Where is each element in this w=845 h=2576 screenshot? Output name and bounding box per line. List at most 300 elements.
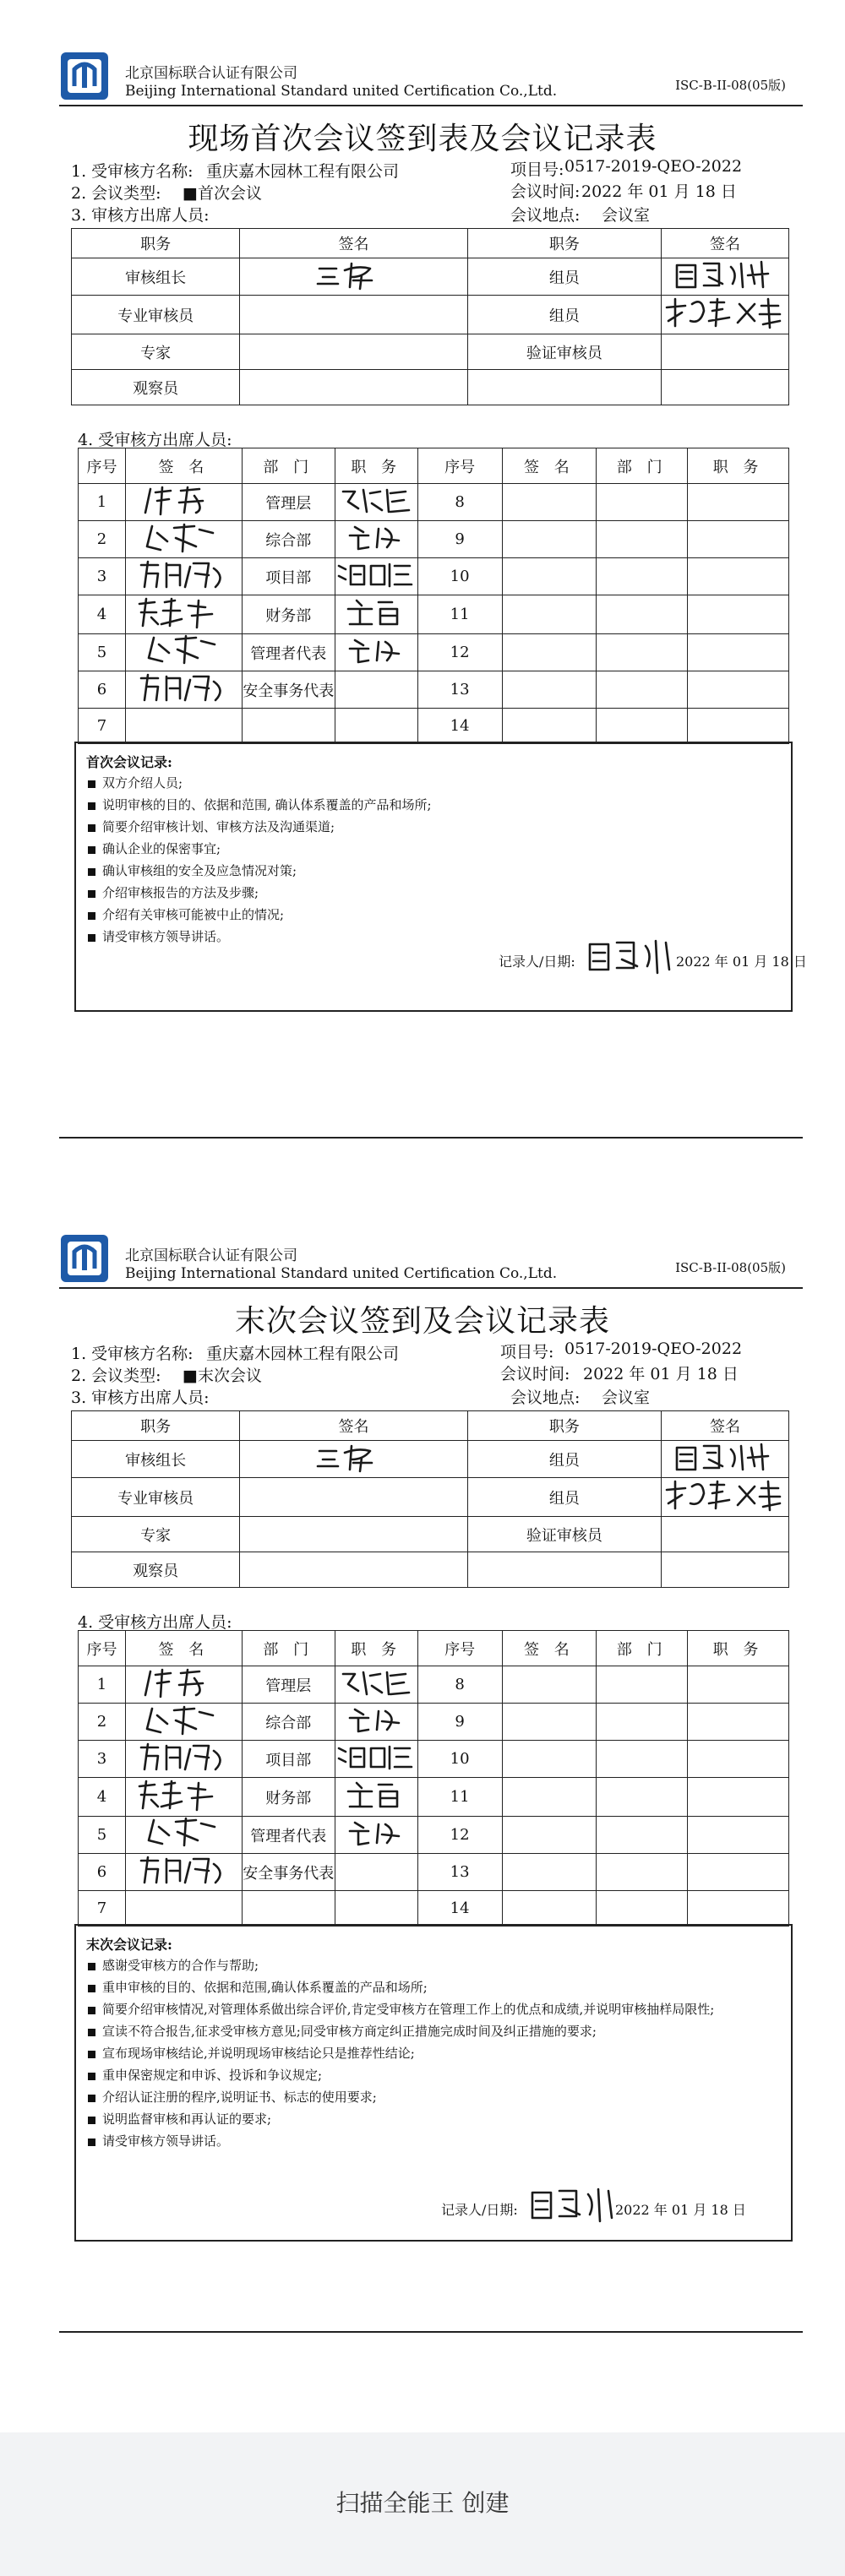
- title-cell: [335, 1741, 417, 1778]
- dept-cell: 财务部: [242, 595, 335, 634]
- signature-cell: [502, 634, 597, 671]
- meeting-type-label: 2. 会议类型:: [71, 184, 161, 203]
- list-item: 说明审核的目的、依据和范围, 确认体系覆盖的产品和场所;: [88, 794, 781, 816]
- handwritten-title: [338, 1818, 414, 1848]
- dept-cell: [242, 709, 335, 744]
- client-label: 1. 受审核方名称:: [71, 162, 194, 181]
- checkbox-filled-icon: [88, 2117, 95, 2124]
- list-item: 宣读不符合报告,征求受审核方意见;同受审核方商定纠正措施完成时间及纠正措施的要求;: [88, 2020, 781, 2042]
- header-cell: 签 名: [502, 448, 597, 484]
- row-number: 4: [79, 595, 126, 634]
- checkbox-filled-icon: [88, 1963, 95, 1970]
- header-cell: 职 务: [688, 448, 789, 484]
- title-cell: [688, 1778, 789, 1817]
- auditor-table: [71, 1410, 789, 1588]
- role-cell: 审核组长: [72, 258, 240, 296]
- handwritten-title: [335, 1742, 417, 1772]
- row-number: 10: [417, 558, 502, 595]
- header-rule: [59, 1287, 803, 1289]
- dept-cell: 管理层: [242, 1666, 335, 1704]
- handwritten-signature: [308, 1441, 401, 1473]
- meeting-type-label: 2. 会议类型:: [71, 1367, 161, 1385]
- role-cell: 观察员: [72, 1552, 240, 1588]
- dept-cell: [597, 709, 688, 744]
- signature-cell: [240, 1478, 467, 1517]
- header-cell: 签名: [661, 1411, 788, 1441]
- checkbox-filled-icon: [88, 2073, 95, 2080]
- table-row: [72, 1441, 789, 1478]
- title-cell: [688, 1666, 789, 1704]
- meeting-time-value: 2022 年 01 月 18 日: [583, 1365, 739, 1383]
- dept-cell: [597, 558, 688, 595]
- row-number: 9: [417, 1704, 502, 1741]
- row-number: 4: [79, 1778, 126, 1817]
- table-row: [79, 558, 789, 595]
- table-row: [72, 1478, 789, 1517]
- handwritten-signature: [133, 595, 234, 629]
- list-item: 确认审核组的安全及应急情况对策;: [88, 860, 781, 882]
- client-name: 重庆嘉木园林工程有限公司: [206, 162, 400, 181]
- table-row: [79, 1666, 789, 1704]
- title-cell: [688, 671, 789, 709]
- title-cell: [688, 521, 789, 558]
- handwritten-signature: [133, 1741, 234, 1773]
- checkbox-filled-icon: [88, 2051, 95, 2058]
- handwritten-signature: [137, 1704, 230, 1736]
- title-cell: [688, 709, 789, 744]
- signature-cell: [502, 521, 597, 558]
- dept-cell: 管理者代表: [242, 634, 335, 671]
- checkbox-filled-icon: [88, 912, 95, 920]
- header-cell: 职务: [467, 1411, 661, 1441]
- signature-cell: [125, 634, 242, 671]
- table-row: [79, 1778, 789, 1817]
- dept-cell: [597, 1817, 688, 1854]
- signature-cell: [125, 1778, 242, 1817]
- header-cell: 部 门: [597, 1631, 688, 1666]
- role-cell: [467, 370, 661, 405]
- table-row: [72, 334, 789, 370]
- handwritten-signature: [137, 634, 230, 666]
- signature-cell: [502, 558, 597, 595]
- dept-cell: [597, 521, 688, 558]
- org-header: [59, 1233, 803, 1292]
- title-cell: [335, 1817, 417, 1854]
- minutes-list: [88, 772, 781, 948]
- row-number: 7: [79, 709, 126, 744]
- list-item: 介绍有关审核可能被中止的情况;: [88, 904, 781, 926]
- doc-code: ISC-B-II-08(05版): [675, 1260, 786, 1275]
- row-number: 2: [79, 1704, 126, 1741]
- meeting-minutes-box: [74, 742, 807, 1012]
- header-cell: 职务: [72, 229, 240, 258]
- checkbox-filled-icon: [88, 2007, 95, 2014]
- header-cell: 序号: [79, 1631, 126, 1666]
- attendee-label: 4. 受审核方出席人员:: [78, 431, 232, 449]
- title-cell: [688, 558, 789, 595]
- dept-cell: [597, 1704, 688, 1741]
- row-number: 1: [79, 484, 126, 521]
- row-number: 5: [79, 634, 126, 671]
- attendee-table: [78, 1630, 789, 1927]
- isc-logo-icon: [59, 1233, 110, 1284]
- title-cell: [688, 634, 789, 671]
- table-row: [79, 709, 789, 744]
- signature-cell: [661, 1552, 788, 1588]
- header-cell: 签 名: [502, 1631, 597, 1666]
- signature-cell: [125, 1817, 242, 1854]
- signature-cell: [661, 296, 788, 334]
- signature-cell: [502, 1704, 597, 1741]
- handwritten-title: [338, 1704, 414, 1735]
- table-row: [79, 1854, 789, 1891]
- title-cell: [688, 1817, 789, 1854]
- signature-cell: [502, 595, 597, 634]
- handwritten-signature: [670, 1441, 780, 1473]
- row-number: 8: [417, 484, 502, 521]
- page-title: 现场首次会议签到表及会议记录表: [188, 122, 657, 156]
- list-item: 确认企业的保密事宜;: [88, 838, 781, 860]
- signature-cell: [125, 1854, 242, 1891]
- signature-cell: [661, 334, 788, 370]
- header-cell: 序号: [417, 1631, 502, 1666]
- list-item: 请受审核方领导讲话。: [88, 2130, 781, 2152]
- signature-cell: [661, 1478, 788, 1517]
- handwritten-signature: [662, 296, 788, 329]
- meeting-type-value: ■首次会议: [183, 184, 262, 203]
- doc-code: ISC-B-II-08(05版): [675, 78, 786, 93]
- table-row: [79, 1891, 789, 1927]
- handwritten-title: [335, 559, 417, 590]
- list-item: 宣布现场审核结论,并说明现场审核结论只是推荐性结论;: [88, 2042, 781, 2064]
- dept-cell: 安全事务代表: [242, 1854, 335, 1891]
- signature-cell: [661, 370, 788, 405]
- row-number: 13: [417, 671, 502, 709]
- title-cell: [688, 1854, 789, 1891]
- signature-cell: [125, 484, 242, 521]
- handwritten-title: [338, 485, 414, 515]
- role-cell: 专家: [72, 334, 240, 370]
- row-number: 11: [417, 595, 502, 634]
- auditor-label: 3. 审核方出席人员:: [71, 206, 210, 225]
- checkbox-filled-icon: [88, 868, 95, 876]
- row-number: 2: [79, 521, 126, 558]
- header-cell: 部 门: [242, 448, 335, 484]
- org-name-cn: 北京国标联合认证有限公司: [125, 65, 297, 82]
- recorder-signature: [583, 936, 676, 981]
- title-cell: [335, 521, 417, 558]
- dept-cell: 财务部: [242, 1778, 335, 1817]
- row-number: 14: [417, 709, 502, 744]
- dept-cell: [242, 1891, 335, 1927]
- title-cell: [335, 671, 417, 709]
- title-cell: [688, 595, 789, 634]
- table-row: [79, 671, 789, 709]
- signature-cell: [502, 1741, 597, 1778]
- checkbox-filled-icon: [88, 890, 95, 898]
- meeting-place-label: 会议地点:: [510, 1389, 581, 1407]
- dept-cell: [597, 634, 688, 671]
- signature-cell: [125, 671, 242, 709]
- meeting-type-value: ■末次会议: [183, 1367, 262, 1385]
- attendee-label: 4. 受审核方出席人员:: [78, 1613, 232, 1632]
- list-item: 请受审核方领导讲话。: [88, 926, 781, 948]
- dept-cell: [597, 671, 688, 709]
- project-label: 项目号:: [500, 1343, 554, 1361]
- table-row: [79, 1817, 789, 1854]
- recorder-signature: [526, 2184, 619, 2230]
- page-break-rule: [59, 2331, 803, 2333]
- table-row: [79, 595, 789, 634]
- project-label: 项目号:: [510, 160, 564, 179]
- role-cell: 专业审核员: [72, 1478, 240, 1517]
- header-cell: 部 门: [597, 448, 688, 484]
- role-cell: 组员: [467, 1441, 661, 1478]
- list-item: 介绍审核报告的方法及步骤;: [88, 882, 781, 904]
- role-cell: 专业审核员: [72, 296, 240, 334]
- recorder-label: 记录人/日期:: [499, 954, 575, 970]
- meeting-place-value: 会议室: [602, 206, 651, 225]
- header-cell: 部 门: [242, 1631, 335, 1666]
- isc-logo-icon: [59, 51, 110, 101]
- handwritten-signature: [133, 1854, 234, 1886]
- final-meeting-sheet: [0, 1182, 845, 2432]
- signature-cell: [502, 1854, 597, 1891]
- signature-cell: [240, 1517, 467, 1552]
- row-number: 11: [417, 1778, 502, 1817]
- title-cell: [335, 634, 417, 671]
- title-cell: [688, 1891, 789, 1927]
- scanner-footer: [0, 2432, 845, 2576]
- page-break-rule: [59, 1137, 803, 1139]
- meeting-place-label: 会议地点:: [510, 206, 581, 225]
- row-number: 12: [417, 1817, 502, 1854]
- dept-cell: 项目部: [242, 558, 335, 595]
- title-cell: [335, 558, 417, 595]
- role-cell: [467, 1552, 661, 1588]
- header-cell: 签 名: [125, 448, 242, 484]
- list-item: 说明监督审核和再认证的要求;: [88, 2108, 781, 2130]
- recorder-label: 记录人/日期:: [441, 2202, 518, 2218]
- signature-cell: [240, 258, 467, 296]
- signature-cell: [502, 1666, 597, 1704]
- signature-cell: [240, 1441, 467, 1478]
- title-cell: [335, 1778, 417, 1817]
- client-label: 1. 受审核方名称:: [71, 1345, 194, 1363]
- list-item: 简要介绍审核情况,对管理体系做出综合评价,肯定受审核方在管理工作上的优点和成绩,并说明审核抽样局限性;: [88, 1998, 781, 2020]
- header-cell: 职务: [72, 1411, 240, 1441]
- checkbox-filled-icon: [88, 2029, 95, 2036]
- handwritten-signature: [137, 1817, 230, 1849]
- header-cell: 签名: [240, 1411, 467, 1441]
- header-cell: 序号: [417, 448, 502, 484]
- handwritten-title: [338, 597, 414, 628]
- recorder-date: 2022 年 01 月 18 日: [676, 954, 807, 970]
- meeting-minutes-box: [74, 1924, 793, 2242]
- project-number: 0517-2019-QEO-2022: [564, 157, 743, 176]
- checkbox-filled-icon: [88, 2095, 95, 2102]
- row-number: 10: [417, 1741, 502, 1778]
- signature-cell: [502, 484, 597, 521]
- table-row: [72, 258, 789, 296]
- signature-cell: [502, 671, 597, 709]
- header-cell: 职 务: [335, 448, 417, 484]
- footer-text: 扫描全能王 创建: [335, 2489, 510, 2517]
- role-cell: 验证审核员: [467, 1517, 661, 1552]
- title-cell: [688, 1741, 789, 1778]
- title-cell: [335, 484, 417, 521]
- recorder-date: 2022 年 01 月 18 日: [615, 2202, 746, 2218]
- row-number: 8: [417, 1666, 502, 1704]
- meeting-time-label: 会议时间:: [510, 182, 581, 201]
- signature-cell: [125, 1741, 242, 1778]
- row-number: 1: [79, 1666, 126, 1704]
- handwritten-signature: [133, 1778, 234, 1812]
- header-cell: 签 名: [125, 1631, 242, 1666]
- list-item: 简要介绍审核计划、审核方法及沟通渠道;: [88, 816, 781, 838]
- handwritten-signature: [308, 258, 401, 291]
- signature-cell: [125, 709, 242, 744]
- dept-cell: 综合部: [242, 521, 335, 558]
- title-cell: [335, 1704, 417, 1741]
- row-number: 6: [79, 1854, 126, 1891]
- signature-cell: [502, 709, 597, 744]
- handwritten-signature: [137, 521, 230, 553]
- checkbox-filled-icon: [88, 780, 95, 788]
- signature-cell: [502, 1778, 597, 1817]
- auditor-table: [71, 228, 789, 405]
- row-number: 5: [79, 1817, 126, 1854]
- signature-cell: [125, 1666, 242, 1704]
- signature-cell: [661, 258, 788, 296]
- row-number: 7: [79, 1891, 126, 1927]
- dept-cell: [597, 1741, 688, 1778]
- role-cell: 专家: [72, 1517, 240, 1552]
- row-number: 3: [79, 558, 126, 595]
- header-rule: [59, 105, 803, 106]
- header-cell: 签名: [661, 229, 788, 258]
- checkbox-filled-icon: [88, 2139, 95, 2146]
- client-name: 重庆嘉木园林工程有限公司: [206, 1345, 400, 1363]
- checkbox-filled-icon: [88, 846, 95, 854]
- meeting-place-value: 会议室: [602, 1389, 651, 1407]
- signature-cell: [240, 296, 467, 334]
- org-name-en: Beijing International Standard united Certification Co.,Ltd.: [125, 83, 558, 100]
- title-cell: [688, 1704, 789, 1741]
- handwritten-title: [338, 635, 414, 666]
- title-cell: [335, 709, 417, 744]
- dept-cell: 项目部: [242, 1741, 335, 1778]
- table-row: [79, 484, 789, 521]
- handwritten-signature: [133, 671, 234, 704]
- page-title: 末次会议签到及会议记录表: [234, 1304, 610, 1339]
- signature-cell: [125, 1704, 242, 1741]
- handwritten-signature: [137, 484, 230, 516]
- minutes-title: 末次会议记录:: [86, 1937, 172, 1953]
- org-header: [59, 51, 803, 110]
- row-number: 6: [79, 671, 126, 709]
- role-cell: 组员: [467, 258, 661, 296]
- minutes-list: [88, 1954, 781, 2152]
- header-cell: 序号: [79, 448, 126, 484]
- role-cell: 观察员: [72, 370, 240, 405]
- row-number: 9: [417, 521, 502, 558]
- dept-cell: 安全事务代表: [242, 671, 335, 709]
- header-cell: 职务: [467, 229, 661, 258]
- table-row: [72, 370, 789, 405]
- handwritten-title: [338, 1780, 414, 1810]
- row-number: 14: [417, 1891, 502, 1927]
- minutes-title: 首次会议记录:: [86, 754, 172, 770]
- title-cell: [335, 1854, 417, 1891]
- table-row: [72, 296, 789, 334]
- signature-cell: [240, 1552, 467, 1588]
- dept-cell: [597, 1854, 688, 1891]
- title-cell: [335, 1666, 417, 1704]
- role-cell: 组员: [467, 1478, 661, 1517]
- title-cell: [688, 484, 789, 521]
- dept-cell: 综合部: [242, 1704, 335, 1741]
- auditor-label: 3. 审核方出席人员:: [71, 1389, 210, 1407]
- header-cell: 职 务: [335, 1631, 417, 1666]
- dept-cell: 管理层: [242, 484, 335, 521]
- checkbox-filled-icon: [88, 802, 95, 810]
- org-name-cn: 北京国标联合认证有限公司: [125, 1247, 297, 1264]
- header-cell: 职 务: [688, 1631, 789, 1666]
- table-row: [72, 1517, 789, 1552]
- handwritten-signature: [662, 1478, 788, 1512]
- handwritten-signature: [137, 1666, 230, 1698]
- table-row: [79, 634, 789, 671]
- signature-cell: [661, 1517, 788, 1552]
- dept-cell: [597, 484, 688, 521]
- dept-cell: [597, 1666, 688, 1704]
- dept-cell: [597, 595, 688, 634]
- project-number: 0517-2019-QEO-2022: [564, 1340, 743, 1358]
- list-item: 感谢受审核方的合作与帮助;: [88, 1954, 781, 1976]
- meeting-time-label: 会议时间:: [500, 1365, 570, 1383]
- handwritten-title: [338, 1667, 414, 1698]
- row-number: 12: [417, 634, 502, 671]
- dept-cell: [597, 1778, 688, 1817]
- handwritten-signature: [670, 258, 780, 291]
- table-row: [79, 1704, 789, 1741]
- table-row: [79, 1741, 789, 1778]
- first-meeting-sheet: [0, 0, 845, 1182]
- checkbox-filled-icon: [88, 1985, 95, 1992]
- signature-cell: [125, 558, 242, 595]
- role-cell: 审核组长: [72, 1441, 240, 1478]
- title-cell: [335, 1891, 417, 1927]
- header-cell: 签名: [240, 229, 467, 258]
- handwritten-signature: [133, 558, 234, 590]
- list-item: 重申保密规定和申诉、投诉和争议规定;: [88, 2064, 781, 2086]
- signature-cell: [240, 370, 467, 405]
- signature-cell: [502, 1891, 597, 1927]
- list-item: 重申审核的目的、依据和范围,确认体系覆盖的产品和场所;: [88, 1976, 781, 1998]
- signature-cell: [502, 1817, 597, 1854]
- checkbox-filled-icon: [88, 934, 95, 942]
- checkbox-filled-icon: [88, 824, 95, 832]
- role-cell: 验证审核员: [467, 334, 661, 370]
- signature-cell: [240, 334, 467, 370]
- list-item: 双方介绍人员;: [88, 772, 781, 794]
- attendee-table: [78, 448, 789, 744]
- row-number: 13: [417, 1854, 502, 1891]
- signature-cell: [125, 1891, 242, 1927]
- dept-cell: 管理者代表: [242, 1817, 335, 1854]
- list-item: 介绍认证注册的程序,说明证书、标志的使用要求;: [88, 2086, 781, 2108]
